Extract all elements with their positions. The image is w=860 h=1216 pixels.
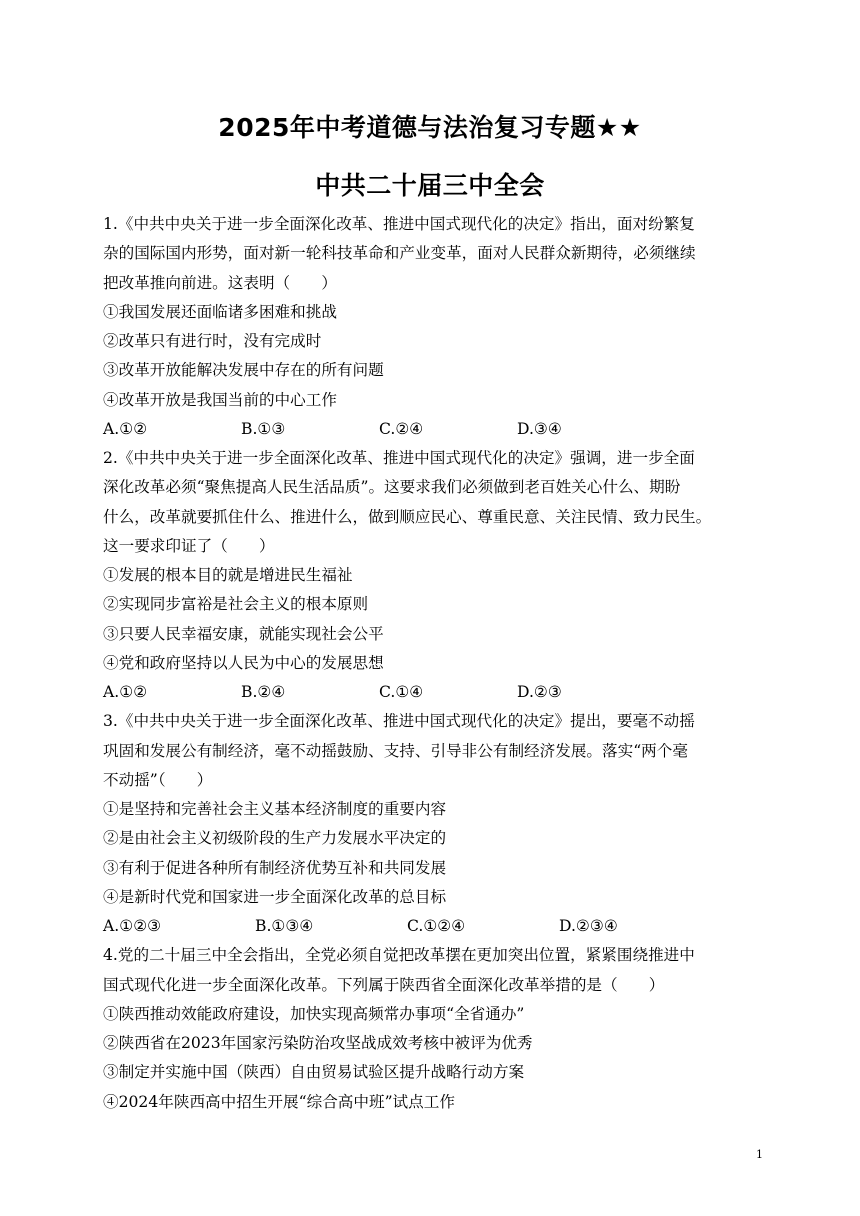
statement-item: ④改革开放是我国当前的中心工作 — [103, 390, 337, 409]
statement-item: ①发展的根本目的就是增进民生福祉 — [103, 566, 353, 584]
question-1 — [103, 210, 758, 444]
page-subtitle: 中共二十届三中全会 — [315, 171, 545, 200]
question-stem-line: 杂的国际国内形势，面对新一轮科技革命和产业变革，面对人民群众新期待，必须继续 — [103, 244, 696, 263]
statement-item: ③改革开放能解决发展中存在的所有问题 — [103, 361, 384, 380]
page-title: 2025年中考道德与法治复习专题★★ — [218, 113, 642, 142]
statement-item: ③只要人民幸福安康，就能实现社会公平 — [103, 624, 384, 643]
option-d: D.②③④ — [559, 917, 618, 935]
statement-item: ③制定并实施中国（陕西）自由贸易试验区提升战略行动方案 — [103, 1063, 525, 1082]
answer-options — [103, 415, 758, 444]
option-c: C.①④ — [379, 683, 424, 701]
question-stem-line: 3.《中共中央关于进一步全面深化改革、推进中国式现代化的决定》提出，要毫不动摇 — [103, 712, 695, 731]
question-stem-line: 深化改革必须“聚焦提高人民生活品质”。这要求我们必须做到老百姓关心什么、期盼 — [103, 478, 681, 497]
statement-item: ④是新时代党和国家进一步全面深化改革的总目标 — [103, 887, 447, 906]
option-b: B.①③ — [241, 419, 286, 438]
option-b: B.②④ — [241, 683, 286, 701]
option-d: D.②③ — [517, 683, 562, 701]
question-3 — [103, 707, 758, 941]
question-stem-line: 国式现代化进一步全面深化改革。下列属于陕西省全面深化改革举措的是（ ） — [103, 975, 665, 994]
question-stem-line: 2.《中共中央关于进一步全面深化改革、推进中国式现代化的决定》强调，进一步全面 — [103, 449, 695, 467]
statement-item: ②改革只有进行时，没有完成时 — [103, 332, 322, 350]
option-c: C.①②④ — [407, 917, 466, 935]
page-number: 1 — [756, 1148, 763, 1161]
statement-item: ②实现同步富裕是社会主义的根本原则 — [103, 595, 369, 614]
question-2 — [103, 444, 758, 707]
question-4 — [103, 941, 758, 1117]
question-stem-line: 4.党的二十届三中全会指出，全党必须自觉把改革摆在更加突出位置，紧紧围绕推进中 — [103, 946, 695, 965]
option-a: A.①②③ — [103, 917, 162, 935]
statement-item: ④2024年陕西高中招生开展“综合高中班”试点工作 — [103, 1092, 455, 1111]
statement-item: ②陕西省在2023年国家污染防治攻坚战成效考核中被评为优秀 — [103, 1034, 533, 1052]
question-list — [103, 210, 758, 1117]
question-stem-line: 1.《中共中央关于进一步全面深化改革、推进中国式现代化的决定》指出，面对纷繁复 — [103, 215, 695, 233]
question-stem-line: 巩固和发展公有制经济，毫不动摇鼓励、支持、引导非公有制经济发展。落实“两个毫 — [103, 741, 688, 760]
option-b: B.①③④ — [255, 917, 314, 935]
option-a: A.①② — [103, 419, 148, 438]
option-a: A.①② — [103, 683, 148, 701]
statement-item: ④党和政府坚持以人民为中心的发展思想 — [103, 653, 384, 672]
question-stem-line: 这一要求印证了（ ） — [103, 536, 275, 555]
statement-item: ③有利于促进各种所有制经济优势互补和共同发展 — [103, 858, 447, 877]
question-stem-line: 把改革推向前进。这表明（ ） — [103, 273, 337, 292]
answer-options — [103, 912, 758, 941]
answer-options — [103, 678, 758, 707]
statement-item: ①我国发展还面临诸多困难和挑战 — [103, 302, 337, 321]
statement-item: ①陕西推动效能政府建设，加快实现高频常办事项“全省通办” — [103, 1004, 525, 1023]
question-stem-line: 不动摇”（ ） — [103, 770, 213, 789]
question-stem-line: 什么，改革就要抓住什么、推进什么，做到顺应民心、尊重民意、关注民情、致力民生。 — [103, 507, 712, 526]
statement-item: ②是由社会主义初级阶段的生产力发展水平决定的 — [103, 829, 447, 848]
statement-item: ①是坚持和完善社会主义基本经济制度的重要内容 — [103, 800, 447, 818]
option-d: D.③④ — [517, 419, 562, 438]
option-c: C.②④ — [379, 419, 424, 438]
